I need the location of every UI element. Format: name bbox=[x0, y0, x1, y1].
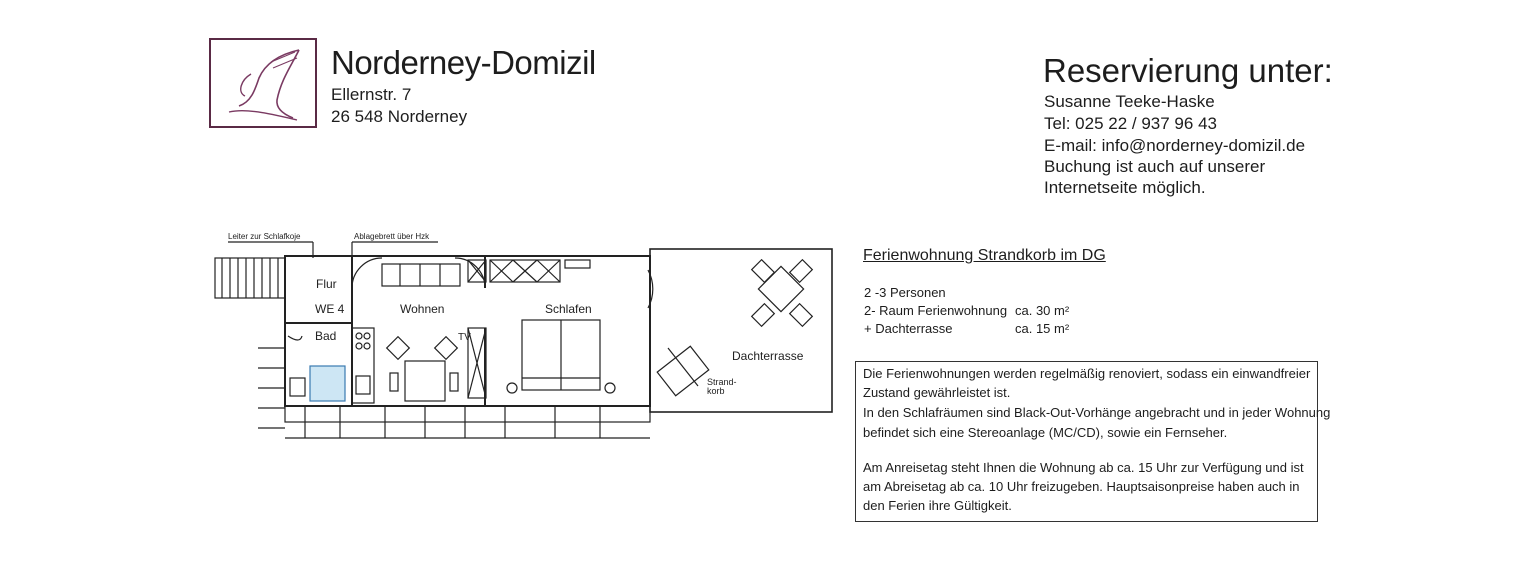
contact-email: E-mail: info@norderney-domizil.de bbox=[1044, 136, 1306, 155]
beach-chair-label-1: Strand- bbox=[707, 377, 737, 387]
spec-persons: 2 -3 Personen bbox=[864, 285, 946, 300]
contact-name: Susanne Teeke-Haske bbox=[1044, 92, 1215, 111]
room-wc: WE 4 bbox=[315, 302, 345, 316]
room-sleep: Schlafen bbox=[545, 302, 592, 316]
notice-line-5: Am Anreisetag steht Ihnen die Wohnung ab ca. 15 Uhr zur Verfügung und ist bbox=[863, 460, 1304, 475]
address-city: 26 548 Norderney bbox=[331, 107, 468, 126]
room-tv: TV bbox=[458, 332, 471, 343]
brand-title: Norderney-Domizil bbox=[331, 44, 596, 81]
spec-terrace-label: + Dachterrasse bbox=[864, 321, 953, 336]
notice-line-1: Die Ferienwohnungen werden regelmäßig renoviert, sodass ein einwandfreier bbox=[863, 366, 1311, 381]
seagull-logo-icon bbox=[211, 40, 315, 126]
booking-line-1: Buchung ist auch auf unserer bbox=[1044, 157, 1266, 176]
notice-line-7: den Ferien ihre Gültigkeit. bbox=[863, 498, 1012, 513]
spec-apartment-size: ca. 30 m² bbox=[1015, 303, 1070, 318]
spec-apartment-label: 2- Raum Ferienwohnung bbox=[864, 303, 1008, 318]
beach-chair-label-2: korb bbox=[707, 386, 725, 396]
floor-plan bbox=[210, 228, 840, 443]
booking-line-2: Internetseite möglich. bbox=[1044, 178, 1206, 197]
notice-line-2: Zustand gewährleistet ist. bbox=[863, 385, 1011, 400]
spec-terrace-size: ca. 15 m² bbox=[1015, 321, 1070, 336]
logo bbox=[209, 38, 317, 128]
label-ladder: Leiter zur Schlafkoje bbox=[228, 232, 301, 241]
room-bath: Bad bbox=[315, 329, 337, 343]
contact-phone: Tel: 025 22 / 937 96 43 bbox=[1044, 114, 1217, 133]
notice-line-6: am Abreisetag ab ca. 10 Uhr freizugeben. Hauptsaisonpreise haben auch in bbox=[863, 479, 1300, 494]
room-living: Wohnen bbox=[400, 302, 445, 316]
label-shelf: Ablagebrett über Hzk bbox=[354, 232, 430, 241]
notice-line-3: In den Schlafräumen sind Black-Out-Vorhänge angebracht und in jeder Wohnung bbox=[863, 405, 1331, 420]
room-hall: Flur bbox=[316, 277, 337, 291]
address-street: Ellernstr. 7 bbox=[331, 85, 412, 104]
notice-line-4: befindet sich eine Stereoanlage (MC/CD), sowie ein Fernseher. bbox=[863, 425, 1228, 440]
reservation-title: Reservierung unter: bbox=[1043, 52, 1333, 89]
room-terrace: Dachterrasse bbox=[732, 349, 804, 363]
listing-title: Ferienwohnung Strandkorb im DG bbox=[863, 247, 1106, 264]
